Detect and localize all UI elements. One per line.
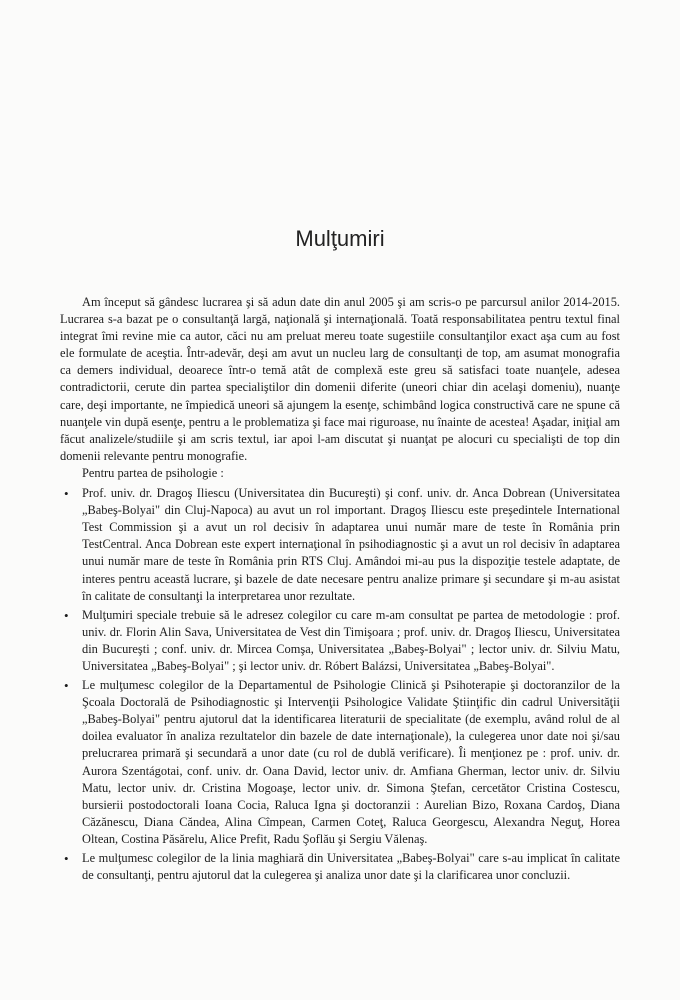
acknowledgement-list — [60, 485, 620, 884]
bullet-icon: • — [64, 851, 69, 866]
bullet-icon: • — [64, 678, 69, 694]
page-title: Mulţumiri — [295, 226, 385, 251]
list-item-text: Le mulţumesc colegilor de la linia maghiară din Universitatea „Babeş-Bolyai" care s-au implicat în calitate de consultanţi, pentru ajutorul dat la culegerea şi analiza unor date şi la clarificarea unor concluzii. — [82, 851, 620, 883]
list-item-text: Prof. univ. dr. Dragoş Iliescu (Universitatea din Bucureşti) şi conf. univ. dr. Anca Dobrean (Universitatea „Babeş-Bolyai" din Cluj-Napoca) au avut un rol important. Dragoş Iliescu este preşedintele International Test Commission şi a avut un rol decisiv în adaptarea unui număr mare de teste în România prin TestCentral. Anca Dobrean este expert internaţional în psihodiagnostic şi a avut un rol decisiv în adaptarea unui număr mare de teste în România prin RTS Cluj. Amândoi mi-au pus la dispoziţie testele adaptate, de interes pentru această lucrare, şi bazele de date necesare pentru analize primare şi secundare şi m-au asistat în calitate de consultanţi la interpretarea unor rezultate. — [82, 486, 620, 603]
list-item — [60, 485, 620, 605]
list-item — [60, 850, 620, 884]
list-item — [60, 677, 620, 848]
bullet-icon: • — [64, 486, 69, 502]
bullet-icon: • — [64, 607, 69, 623]
list-item — [60, 607, 620, 675]
lead-line: Pentru partea de psihologie : — [82, 465, 224, 480]
body-text — [60, 294, 620, 886]
list-item-text: Le mulţumesc colegilor de la Departamentul de Psihologie Clinică şi Psihoterapie şi doctoranzilor de la Şcoala Doctorală de Psihodiagnostic şi Intervenţii Psihologice Validate Ştiinţific din cadrul Universităţii „Babeş-Bolyai" pentru ajutorul dat la identificarea literaturii de specialitate (de exemplu, având rolul de al doilea evaluator în analiza rezultatelor din bazele de date internaţionale), la culegerea unor date noi şi/sau prelucrarea primară şi secundară a unor date (cu rol de dublă verificare). Îi menţionez pe : prof. univ. dr. Aurora Szentágotai, conf. univ. dr. Oana David, lector univ. dr. Amfiana Gherman, lector univ. dr. Silviu Matu, lector univ. dr. Cristina Mogoaşe, lector univ. dr. Simona Ştefan, cercetător Cristina Costescu, bursierii postodoctorali Ioana Cocia, Raluca Igna şi doctoranzii : Aurelian Bizo, Roxana Cardoş, Diana Căzănescu, Diana Căndea, Alina Cîmpean, Carmen Coteţ, Raluca Georgescu, Alexandra Neguţ, Horea Oltean, Costina Păsărelu, Alice Prefit, Radu Şoflău şi Sergiu Vălenaş. — [82, 678, 620, 846]
intro-paragraph: Am început să gândesc lucrarea şi să adun date din anul 2005 şi am scris-o pe parcursul anilor 2014-2015. Lucrarea s-a bazat pe o consultanţă largă, naţională şi internaţională. Toată responsabilitatea pentru textul final integrat îmi revine mie ca autor, căci nu am preluat mereu toate sugestiile consultanţilor exact aşa cum au fost ele formulate de aceştia. Într-adevăr, deşi am avut un nucleu larg de consultanţi de top, am asumat monografia ca demers individual, deoarece într-o temă atât de complexă este greu să satisfaci toate nuanţele, adesea contradictorii, cerute din partea specialiştilor din domenii diferite (uneori chiar din acelaşi domeniu), nuanţe care, deşi importante, ne împiedică uneori să ajungem la esenţe, schimbând logica constructivă care ne spune că nuanţele vin după esenţe, pentru a le problematiza şi face mai riguroase, nu înainte de acestea! Aşadar, iniţial am făcut analizele/studiile şi am scris textul, iar apoi l-am discutat şi nuanţat pe alocuri cu specialişti de top din domenii relevante pentru monografie. — [60, 295, 620, 463]
list-item-text: Mulţumiri speciale trebuie să le adresez colegilor cu care m-am consultat pe partea de metodologie : prof. univ. dr. Florin Alin Sava, Universitatea de Vest din Timişoara ; prof. univ. dr. Dragoş Iliescu, Universitatea din Bucureşti ; conf. univ. dr. Mircea Comşa, Universitatea „Babeş-Bolyai" ; lector univ. dr. Silviu Matu, Universitatea „Babeş-Bolyai" ; şi lector univ. dr. Róbert Balázsi, Universitatea „Babeş-Bolyai". — [82, 607, 620, 673]
